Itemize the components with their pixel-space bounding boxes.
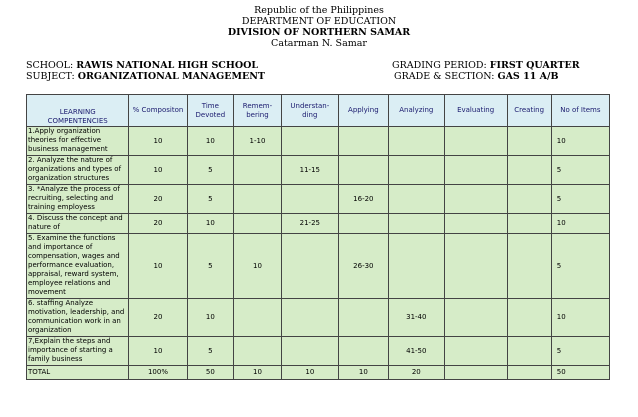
- items-cell: 5: [551, 337, 609, 366]
- col-time-devoted: Time Devoted: [187, 95, 234, 127]
- composition-cell: 20: [129, 185, 187, 214]
- understand-cell: [281, 127, 338, 156]
- time-cell: 5: [187, 185, 234, 214]
- period-label: GRADING PERIOD:: [392, 60, 487, 71]
- col-composition: % Compositon: [129, 95, 187, 127]
- section-value: GAS 11 A/B: [497, 71, 559, 82]
- school-value: RAWIS NATIONAL HIGH SCHOOL: [76, 60, 259, 71]
- table-of-specifications: [26, 94, 610, 380]
- understand-cell: 21-25: [281, 214, 338, 234]
- remember-cell: [234, 185, 282, 214]
- competency-cell: 1.Apply organization theories for effective business management: [27, 127, 129, 156]
- table-row: [27, 234, 610, 299]
- section-line: [394, 71, 559, 82]
- applying-cell: [338, 127, 388, 156]
- items-cell: 5: [551, 185, 609, 214]
- col-no-of-items: No of Items: [551, 95, 609, 127]
- analyzing-cell: 31-40: [388, 299, 444, 337]
- understand-cell: [281, 337, 338, 366]
- evaluating-cell: [444, 156, 507, 185]
- evaluating-cell: [444, 299, 507, 337]
- table-row: [27, 127, 610, 156]
- time-cell: 5: [187, 337, 234, 366]
- analyzing-cell: [388, 234, 444, 299]
- col-understanding: Understan-ding: [281, 95, 338, 127]
- total-remember: 10: [234, 366, 282, 380]
- col-applying: Applying: [338, 95, 388, 127]
- table-row: [27, 214, 610, 234]
- composition-cell: 10: [129, 156, 187, 185]
- composition-cell: 10: [129, 337, 187, 366]
- table-row: [27, 299, 610, 337]
- evaluating-cell: [444, 185, 507, 214]
- school-line: [26, 60, 258, 71]
- applying-cell: [338, 214, 388, 234]
- col-analyzing: Analyzing: [388, 95, 444, 127]
- composition-cell: 20: [129, 299, 187, 337]
- applying-cell: 16-20: [338, 185, 388, 214]
- creating-cell: [507, 299, 551, 337]
- total-composition: 100%: [129, 366, 187, 380]
- analyzing-cell: [388, 156, 444, 185]
- total-applying: 10: [338, 366, 388, 380]
- items-cell: 10: [551, 299, 609, 337]
- total-evaluating: [444, 366, 507, 380]
- remember-cell: [234, 214, 282, 234]
- understand-cell: [281, 299, 338, 337]
- school-label: SCHOOL:: [26, 60, 74, 71]
- total-creating: [507, 366, 551, 380]
- competency-cell: 3. *Analyze the process of recruiting, selecting and training employess: [27, 185, 129, 214]
- section-label: GRADE & SECTION:: [394, 71, 495, 82]
- time-cell: 5: [187, 234, 234, 299]
- competency-cell: 4. Discuss the concept and nature of: [27, 214, 129, 234]
- subject-line: [26, 71, 265, 82]
- header-row: [27, 95, 610, 127]
- evaluating-cell: [444, 127, 507, 156]
- competency-cell: 7,Explain the steps and importance of starting a family business: [27, 337, 129, 366]
- total-time: 50: [187, 366, 234, 380]
- col-remembering: Remem-bering: [234, 95, 282, 127]
- table-row: [27, 185, 610, 214]
- composition-cell: 20: [129, 214, 187, 234]
- items-cell: 10: [551, 127, 609, 156]
- time-cell: 10: [187, 299, 234, 337]
- understand-cell: 11-15: [281, 156, 338, 185]
- remember-cell: [234, 299, 282, 337]
- header-republic: Republic of the Philippines: [254, 5, 384, 16]
- col-creating: Creating: [507, 95, 551, 127]
- analyzing-cell: [388, 185, 444, 214]
- items-cell: 5: [551, 156, 609, 185]
- composition-cell: 10: [129, 127, 187, 156]
- total-row: [27, 366, 610, 380]
- items-cell: 10: [551, 214, 609, 234]
- creating-cell: [507, 214, 551, 234]
- analyzing-cell: [388, 214, 444, 234]
- items-cell: 5: [551, 234, 609, 299]
- total-understand: 10: [281, 366, 338, 380]
- competency-cell: 2. Analyze the nature of organizations and types of organization structures: [27, 156, 129, 185]
- col-learning-competencies: LEARNING COMPENTENCIES: [27, 95, 129, 127]
- evaluating-cell: [444, 337, 507, 366]
- total-analyzing: 20: [388, 366, 444, 380]
- analyzing-cell: [388, 127, 444, 156]
- time-cell: 10: [187, 127, 234, 156]
- period-line: [392, 60, 580, 71]
- understand-cell: [281, 234, 338, 299]
- creating-cell: [507, 185, 551, 214]
- header-division: DIVISION OF NORTHERN SAMAR: [227, 27, 411, 38]
- competency-cell: 5. Examine the functions and importance of compensation, wages and performance evaluation, appraisal, reward system, employee relations and movement: [27, 234, 129, 299]
- evaluating-cell: [444, 214, 507, 234]
- evaluating-cell: [444, 234, 507, 299]
- total-items: 50: [551, 366, 609, 380]
- total-label: TOTAL: [27, 366, 129, 380]
- header-location: Catarman N. Samar: [271, 38, 367, 49]
- creating-cell: [507, 234, 551, 299]
- analyzing-cell: 41-50: [388, 337, 444, 366]
- composition-cell: 10: [129, 234, 187, 299]
- period-value: FIRST QUARTER: [489, 60, 580, 71]
- remember-cell: [234, 337, 282, 366]
- subject-label: SUBJECT:: [26, 71, 75, 82]
- applying-cell: [338, 299, 388, 337]
- header-department: DEPARTMENT OF EDUCATION: [241, 16, 397, 27]
- table-row: [27, 156, 610, 185]
- creating-cell: [507, 337, 551, 366]
- applying-cell: [338, 337, 388, 366]
- col-evaluating: Evaluating: [444, 95, 507, 127]
- applying-cell: [338, 156, 388, 185]
- subject-value: ORGANIZATIONAL MANAGEMENT: [77, 71, 265, 82]
- applying-cell: 26-30: [338, 234, 388, 299]
- time-cell: 10: [187, 214, 234, 234]
- remember-cell: [234, 156, 282, 185]
- time-cell: 5: [187, 156, 234, 185]
- competency-cell: 6. staffing Analyze motivation, leadership, and communication work in an organization: [27, 299, 129, 337]
- table-row: [27, 337, 610, 366]
- creating-cell: [507, 156, 551, 185]
- remember-cell: 1-10: [234, 127, 282, 156]
- understand-cell: [281, 185, 338, 214]
- creating-cell: [507, 127, 551, 156]
- remember-cell: 10: [234, 234, 282, 299]
